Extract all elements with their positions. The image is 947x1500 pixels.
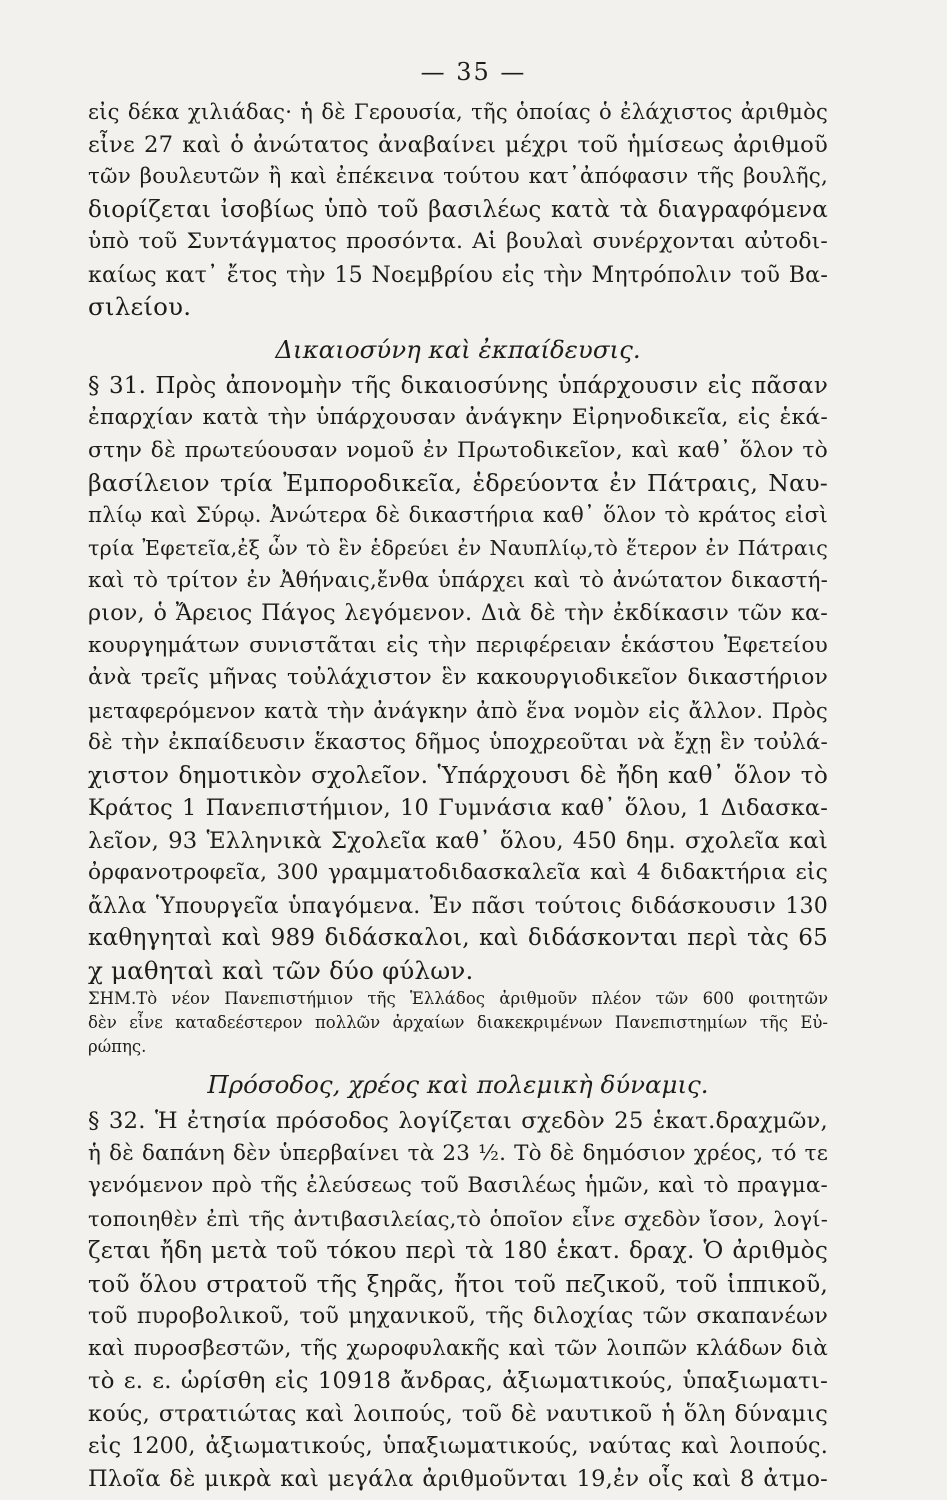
- text-line: ριον, ὁ Ἄρειος Πάγος λεγόμενον. Διὰ δὲ τὴν ἐκδίκασιν τῶν κα-: [88, 600, 828, 626]
- text-line: δὲ τὴν ἐκπαίδευσιν ἕκαστος δῆμος ὑποχρεοῦται νὰ ἔχῃ ἓν τοὐλά-: [88, 730, 828, 755]
- page-number: — 35 —: [420, 58, 527, 86]
- text-line: διορίζεται ἰσοβίως ὑπὸ τοῦ βασιλέως κατὰ τὰ διαγραφόμενα: [88, 196, 828, 223]
- text-line: εἶνε 27 καὶ ὁ ἀνώτατος ἀναβαίνει μέχρι τοῦ ἡμίσεως ἀριθμοῦ: [88, 131, 828, 158]
- text-line: μεταφερόμενον κατὰ τὴν ἀνάγκην ἀπὸ ἕνα νομὸν εἰς ἄλλον. Πρὸς: [88, 697, 828, 723]
- text-line: καθηγηταὶ καὶ 989 διδάσκαλοι, καὶ διδάσκονται περὶ τὰς 65: [88, 925, 828, 951]
- text-line: ζεται ἤδη μετὰ τοῦ τόκου περὶ τὰ 180 ἑκατ. δραχ. Ὁ ἀριθμὸς: [88, 1238, 828, 1264]
- text-line: τῶν βουλευτῶν ἢ καὶ ἐπέκεινα τούτου κατ᾽ἀπόφασιν τῆς βουλῆς,: [88, 164, 828, 189]
- paragraph-parliament: [88, 96, 828, 324]
- text-line: χ μαθηταὶ καὶ τῶν δύο φύλων.: [88, 955, 474, 985]
- text-line: ἀνὰ τρεῖς μῆνας τοὐλάχιστον ἓν κακουργιοδικεῖον δικαστήριον: [88, 665, 828, 690]
- text-line: στην δὲ πρωτεύουσαν νομοῦ ἐν Πρωτοδικεῖον, καὶ καθ᾽ ὅλον τὸ: [88, 437, 828, 463]
- paragraph-justice-education: [88, 370, 828, 988]
- page-body: [88, 96, 828, 1495]
- footnote: [88, 987, 828, 1059]
- text-line: ἄλλα Ὑπουργεῖα ὑπαγόμενα. Ἐν πᾶσι τούτοις διδάσκουσιν 130: [88, 892, 828, 919]
- footnote-line: ΣΗΜ.Τὸ νέον Πανεπιστήμιον τῆς Ἑλλάδος ἀριθμοῦν πλέον τῶν 600 φοιτητῶν: [88, 989, 828, 1008]
- paragraph-revenue-military: [88, 1105, 828, 1495]
- text-line: κούς, στρατιώτας καὶ λοιπούς, τοῦ δὲ ναυτικοῦ ἡ ὅλη δύναμις: [88, 1400, 828, 1427]
- text-line: εἰς 1200, ἀξιωματικούς, ὑπαξιωματικούς, ναύτας καὶ λοιπούς.: [88, 1433, 828, 1459]
- text-line: καὶ τὸ τρίτον ἐν Ἀθήναις,ἔνθα ὑπάρχει καὶ τὸ ἀνώτατον δικαστή-: [88, 567, 828, 593]
- text-line: πλίῳ καὶ Σύρῳ. Ἀνώτερα δὲ δικαστήρια καθ᾽ ὅλον τὸ κράτος εἰσὶ: [88, 502, 828, 528]
- text-line: § 31. Πρὸς ἀπονομὴν τῆς δικαιοσύνης ὑπάρχουσιν εἰς πᾶσαν: [88, 372, 828, 399]
- text-line: ἡ δὲ δαπάνη δὲν ὑπερβαίνει τὰ 23 ½. Τὸ δὲ δημόσιον χρέος, τό τε: [88, 1140, 828, 1166]
- text-line: τοῦ ὅλου στρατοῦ τῆς ξηρᾶς, ἤτοι τοῦ πεζικοῦ, τοῦ ἱππικοῦ,: [88, 1269, 828, 1298]
- text-line: § 32. Ἡ ἐτησία πρόσοδος λογίζεται σχεδὸν 25 ἑκατ.δραχμῶν,: [88, 1108, 828, 1134]
- text-line: κουργημάτων συνιστᾶται εἰς τὴν περιφέρειαν ἑκάστου Ἐφετείου: [88, 632, 828, 658]
- section-heading-revenue: Πρόσοδος, χρέος καὶ πολεμικὴ δύναμις.: [207, 1070, 709, 1099]
- text-line: τοποιηθὲν ἐπὶ τῆς ἀντιβασιλείας,τὸ ὁποῖον εἶνε σχεδὸν ἴσον, λογί-: [88, 1206, 828, 1231]
- text-line: Κράτος 1 Πανεπιστήμιον, 10 Γυμνάσια καθ᾽ ὅλου, 1 Διδασκα-: [88, 795, 828, 821]
- text-line: χιστον δημοτικὸν σχολεῖον. Ὑπάρχουσι δὲ ἤδη καθ᾽ ὅλον τὸ: [88, 761, 828, 789]
- section-heading-justice: Δικαιοσύνη καὶ ἐκπαίδευσις.: [275, 334, 641, 364]
- text-line: ὑπὸ τοῦ Συντάγματος προσόντα. Αἱ βουλαὶ συνέρχονται αὐτοδι-: [88, 229, 828, 254]
- text-line: Πλοῖα δὲ μικρὰ καὶ μεγάλα ἀριθμοῦνται 19,ἐν οἷς καὶ 8 ἀτμο-: [88, 1465, 828, 1492]
- footnote-line: δὲν εἶνε καταδεέστερον πολλῶν ἀρχαίων διακεκριμένων Πανεπιστημίων τῆς Εὐ-: [88, 1013, 828, 1032]
- text-line: βασίλειον τρία Ἐμποροδικεῖα, ἑδρεύοντα ἐν Πάτραις, Ναυ-: [88, 469, 828, 497]
- text-line: λεῖον, 93 Ἑλληνικὰ Σχολεῖα καθ᾽ ὅλου, 450 δημ. σχολεῖα καὶ: [88, 827, 828, 854]
- text-line: καίως κατ᾽ ἔτος τὴν 15 Νοεμβρίου εἰς τὴν Μητρόπολιν τοῦ Βα-: [88, 261, 828, 288]
- text-line: γενόμενον πρὸ τῆς ἐλεύσεως τοῦ Βασιλέως ἡμῶν, καὶ τὸ πραγμα-: [88, 1173, 828, 1198]
- footnote-line: ρώπης.: [88, 1037, 147, 1056]
- text-line: ἐπαρχίαν κατὰ τὴν ὑπάρχουσαν ἀνάγκην Εἰρηνοδικεῖα, εἰς ἑκά-: [88, 405, 828, 430]
- text-line: εἰς δέκα χιλιάδας· ἡ δὲ Γερουσία, τῆς ὁποίας ὁ ἐλάχιστος ἀριθμὸς: [88, 99, 828, 124]
- text-line: τοῦ πυροβολικοῦ, τοῦ μηχανικοῦ, τῆς διλοχίας τῶν σκαπανέων: [88, 1303, 828, 1329]
- text-line: σιλείου.: [88, 292, 192, 321]
- text-line: ὀρφανοτροφεῖα, 300 γραμματοδιδασκαλεῖα καὶ 4 διδακτήρια εἰς: [88, 860, 828, 885]
- text-line: τρία Ἐφετεῖα,ἐξ ὧν τὸ ἓν ἑδρεύει ἐν Ναυπλίῳ,τὸ ἕτερον ἐν Πάτραις: [88, 536, 828, 560]
- text-line: τὸ ε. ε. ὡρίσθη εἰς 10918 ἄνδρας, ἀξιωματικούς, ὑπαξιωματι-: [88, 1368, 828, 1394]
- text-line: καὶ πυροσβεστῶν, τῆς χωροφυλακῆς καὶ τῶν λοιπῶν κλάδων διὰ: [88, 1335, 828, 1361]
